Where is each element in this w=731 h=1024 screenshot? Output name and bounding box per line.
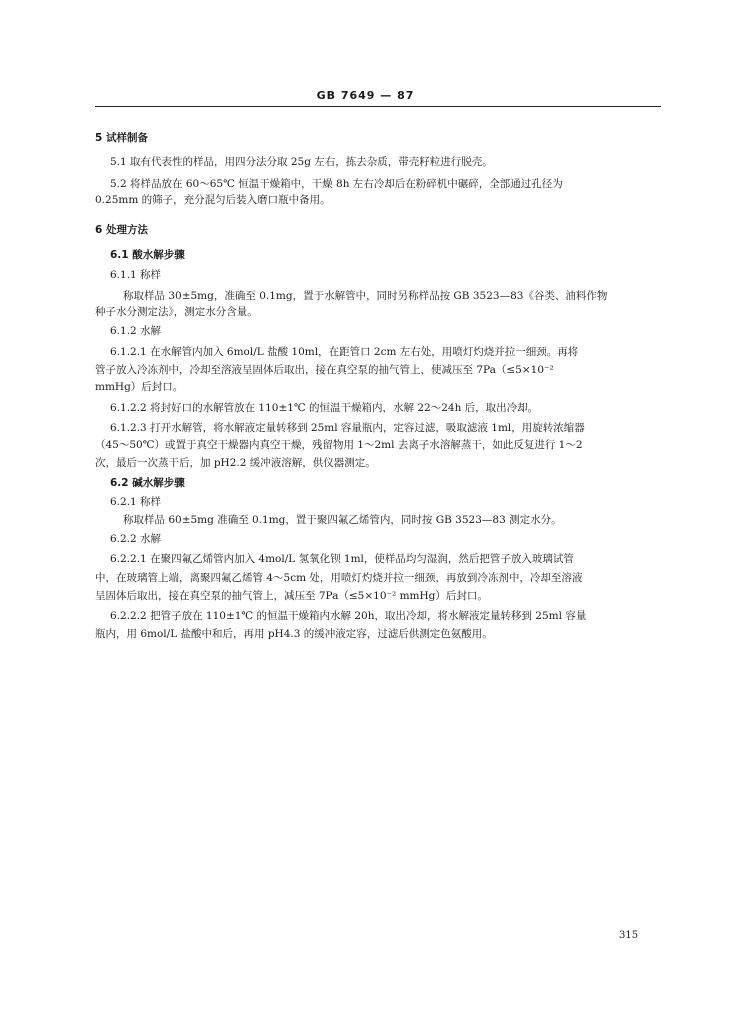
section-6-2-2-title: 6.2.2 水解 — [110, 533, 162, 545]
section-6-1-2-3-line-2: （45～50℃）或置于真空干燥器内真空干燥，残留物用 1～2ml 去离子水溶解蒸干，如此反复进行 1～2 — [95, 439, 583, 451]
section-6-1-2-1-line-2: 管子放入冷冻剂中，冷却至溶液呈固体后取出，接在真空泵的抽气管上，使减压至 7Pa（≤5×10⁻² — [95, 364, 554, 376]
section-6-1-2-1-line-3: mmHg）后封口。 — [95, 381, 184, 393]
section-6-1-2-3-line-3: 次，最后一次蒸干后，加 pH2.2 缓冲液溶解，供仪器测定。 — [95, 457, 376, 469]
section-5-2-line-1: 5.2 将样品放在 60～65℃ 恒温干燥箱中，干燥 8h 左右冷却后在粉碎机中碾碎，全部通过孔径为 — [110, 178, 563, 190]
section-6-1-1-title: 6.1.1 称样 — [110, 269, 162, 281]
section-6-2-1-line-1: 称取样品 60±5mg 准确至 0.1mg，置于聚四氟乙烯管内，同时按 GB 3523—83 测定水分。 — [123, 514, 562, 526]
section-6-2-1-title: 6.2.1 称样 — [110, 496, 162, 508]
section-6-1-title: 6.1 酸水解步骤 — [110, 249, 185, 261]
section-6-2-2-1-line-2: 中，在玻璃管上端，离聚四氟乙烯管 4～5cm 处，用喷灯灼烧并拉一细颈，再放到冷冻剂中，冷却至溶液 — [95, 572, 583, 584]
section-6-title: 6 处理方法 — [95, 224, 148, 236]
section-5-1-text: 5.1 取有代表性的样品，用四分法分取 25g 左右，拣去杂质，带壳籽粒进行脱壳。 — [110, 156, 493, 168]
page-number: 315 — [619, 930, 639, 941]
header-rule — [95, 106, 661, 107]
section-5-2-line-2: 0.25mm 的筛子，充分混匀后装入磨口瓶中备用。 — [95, 194, 331, 206]
section-6-1-1-line-1: 称取样品 30±5mg，准确至 0.1mg，置于水解管中，同时另称样品按 GB 3523—83《谷类、油料作物 — [123, 290, 608, 302]
section-6-1-2-3-line-1: 6.1.2.3 打开水解管，将水解液定量转移到 25ml 容量瓶内，定容过滤，吸取滤液 1ml，用旋转浓缩器 — [110, 422, 585, 434]
section-6-2-2-2-line-1: 6.2.2.2 把管子放在 110±1℃ 的恒温干燥箱内水解 20h，取出冷却，将水解液定量转移到 25ml 容量 — [110, 610, 587, 622]
section-6-1-1-line-2: 种子水分测定法》，测定水分含量。 — [95, 306, 258, 318]
section-5-title: 5 试样制备 — [95, 132, 148, 144]
section-6-1-2-1-line-1: 6.1.2.1 在水解管内加入 6mol/L 盐酸 10ml，在距管口 2cm 左右处，用喷灯灼烧并拉一细颈。再将 — [110, 346, 579, 358]
section-6-2-2-1-line-3: 呈固体后取出，接在真空泵的抽气管上，减压至 7Pa（≤5×10⁻² mmHg）后封口。 — [95, 590, 488, 602]
standard-number-header: GB 7649 — 87 — [316, 89, 415, 102]
section-6-2-2-2-line-2: 瓶内，用 6mol/L 盐酸中和后，再用 pH4.3 的缓冲液定容，过滤后供测定色氨酸用。 — [95, 628, 493, 640]
section-6-1-2-2-line-1: 6.1.2.2 将封好口的水解管放在 110±1℃ 的恒温干燥箱内，水解 22～24h 后，取出冷却。 — [110, 402, 539, 414]
section-6-1-2-title: 6.1.2 水解 — [110, 325, 162, 337]
section-6-2-title: 6.2 碱水解步骤 — [110, 477, 185, 489]
section-6-2-2-1-line-1: 6.2.2.1 在聚四氟乙烯管内加入 4mol/L 氢氧化钡 1ml，使样品均匀湿润，然后把管子放入玻璃试管 — [110, 553, 574, 565]
